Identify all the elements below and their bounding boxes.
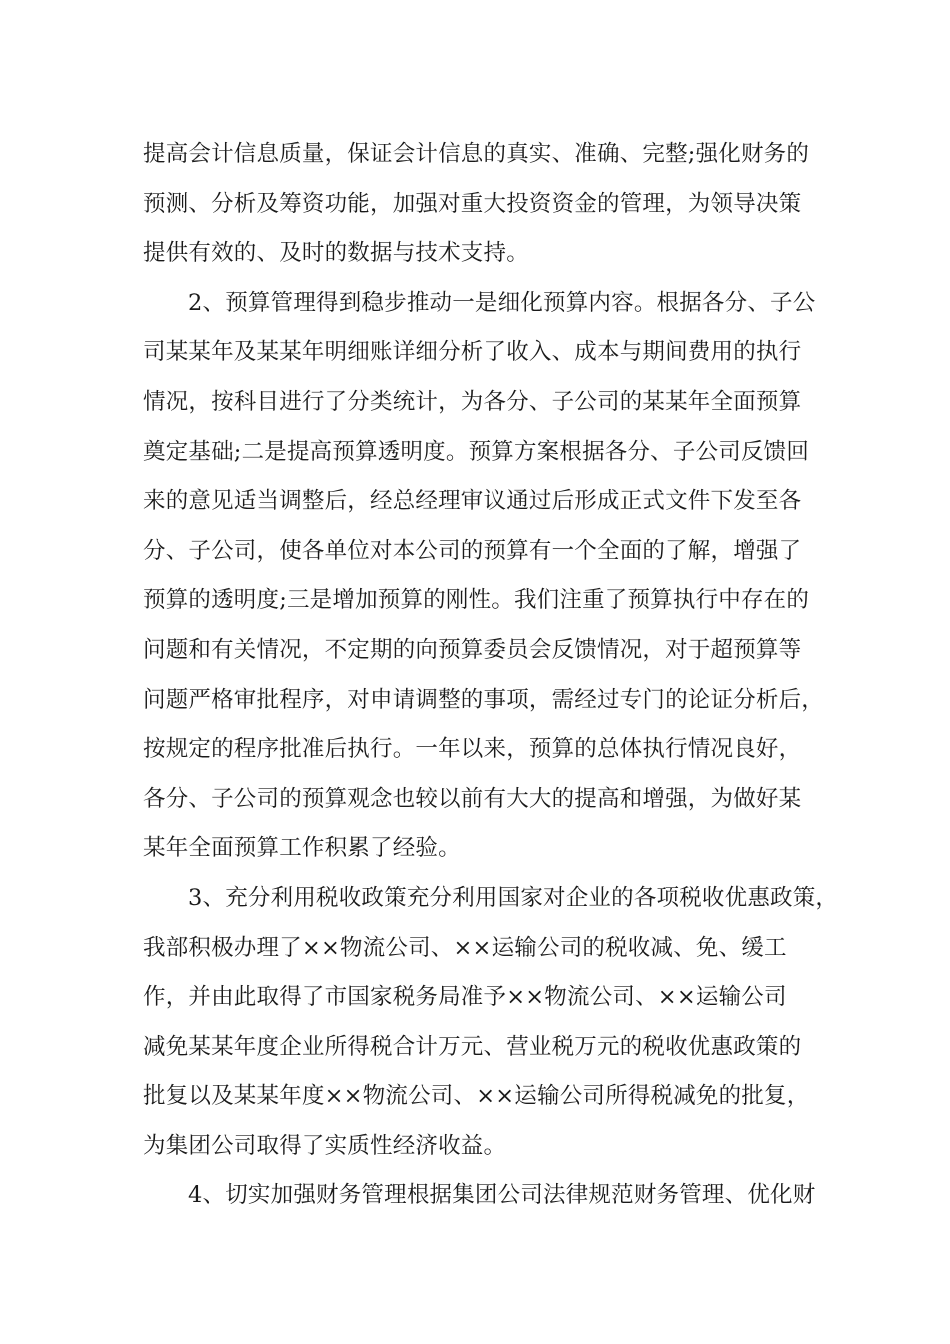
body-text (143, 130, 839, 1221)
text-line: 我部积极办理了××物流公司、××运输公司的税收减、免、缓工 (143, 934, 787, 961)
text-line: 某年全面预算工作积累了经验。 (143, 835, 461, 862)
text-line: 提供有效的、及时的数据与技术支持。 (143, 240, 529, 267)
text-line: 预算的透明度;三是增加预算的刚性。我们注重了预算执行中存在的 (143, 587, 810, 614)
text-line: 作，并由此取得了市国家税务局准予××物流公司、××运输公司 (143, 984, 787, 1011)
text-line: 批复以及某某年度××物流公司、××运输公司所得税减免的批复， (143, 1083, 810, 1110)
paragraph-2-first-line: 2、预算管理得到稳步推动一是细化预算内容。根据各分、子公 (188, 289, 816, 316)
paragraph-4-first-line: 4、切实加强财务管理根据集团公司法律规范财务管理、优化财 (188, 1182, 816, 1209)
text-line: 分、子公司，使各单位对本公司的预算有一个全面的了解，增强了 (143, 537, 802, 564)
text-line: 预测、分析及筹资功能，加强对重大投资资金的管理，为领导决策 (143, 190, 802, 217)
text-line: 情况，按科目进行了分类统计，为各分、子公司的某某年全面预算 (143, 388, 802, 415)
text-line: 来的意见适当调整后，经总经理审议通过后形成正式文件下发至各 (143, 488, 802, 515)
text-line: 各分、子公司的预算观念也较以前有大大的提高和增强，为做好某 (143, 785, 802, 812)
text-line: 奠定基础;二是提高预算透明度。预算方案根据各分、子公司反馈回 (143, 438, 810, 465)
text-line: 问题严格审批程序，对申请调整的事项，需经过专门的论证分析后， (143, 686, 825, 713)
paragraph-3-first-line: 3、充分利用税收政策充分利用国家对企业的各项税收优惠政策， (188, 884, 839, 911)
text-line: 为集团公司取得了实质性经济收益。 (143, 1132, 507, 1159)
text-line: 按规定的程序批准后执行。一年以来，预算的总体执行情况良好， (143, 736, 802, 763)
text-line: 提高会计信息质量，保证会计信息的真实、准确、完整;强化财务的 (143, 141, 810, 167)
text-line: 减免某某年度企业所得税合计万元、营业税万元的税收优惠政策的 (143, 1033, 802, 1060)
text-line: 司某某年及某某年明细账详细分析了收入、成本与期间费用的执行 (143, 339, 802, 366)
text-line: 问题和有关情况，不定期的向预算委员会反馈情况，对于超预算等 (143, 636, 802, 663)
